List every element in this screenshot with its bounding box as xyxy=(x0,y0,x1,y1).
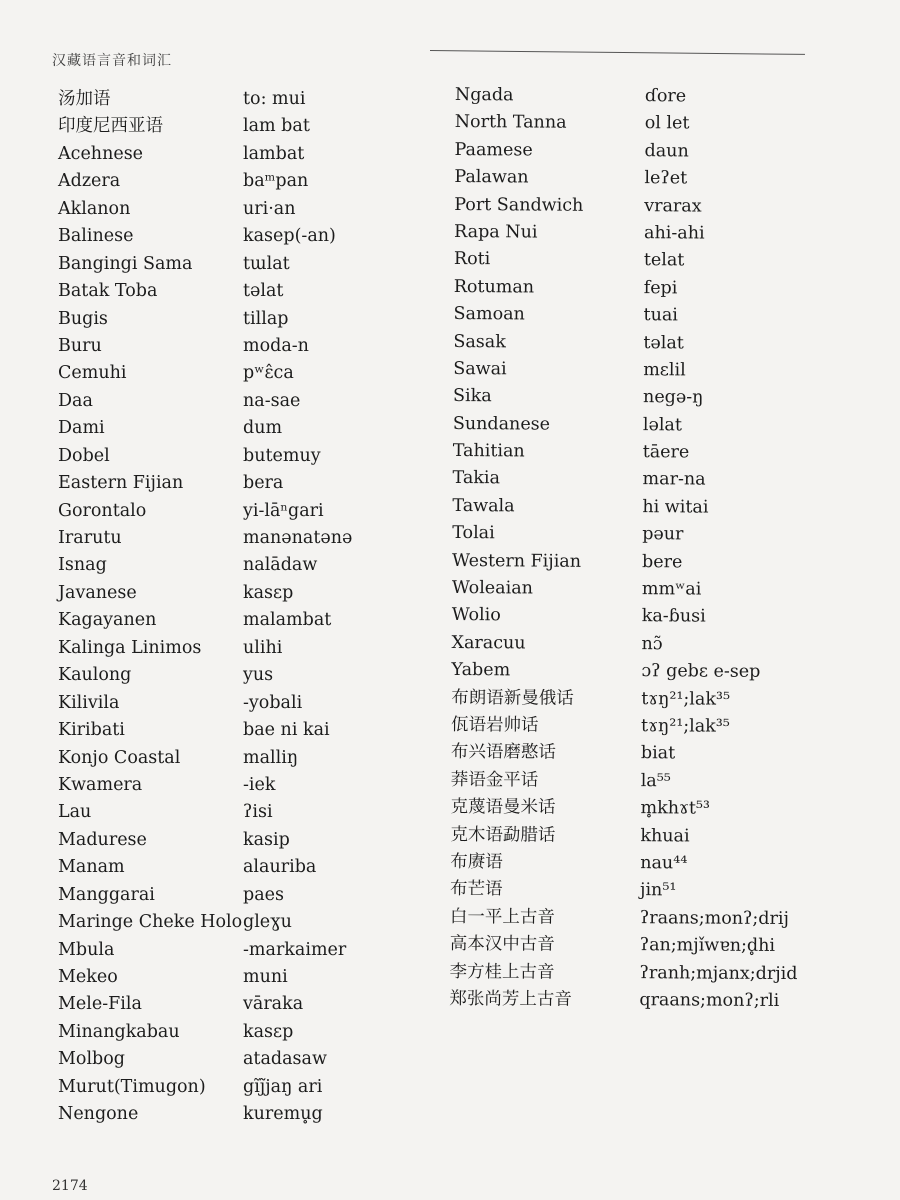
word-entry xyxy=(58,1046,438,1073)
word-entry xyxy=(58,251,438,278)
language-name: Balinese xyxy=(58,226,134,247)
language-name: Acehnese xyxy=(58,143,144,164)
word-form: daun xyxy=(644,140,689,162)
word-form: lambat xyxy=(243,143,305,164)
language-name: Isnag xyxy=(58,555,107,576)
language-name: Port Sandwich xyxy=(454,194,584,216)
language-name: Kiribati xyxy=(58,720,125,741)
word-form: tɤŋ²¹;lak³⁵ xyxy=(641,688,731,710)
word-form: gleɣu xyxy=(243,912,292,933)
word-form: nau⁴⁴ xyxy=(640,853,688,874)
word-form: to: mui xyxy=(243,89,306,109)
language-name: Manggarai xyxy=(58,884,155,905)
word-form: tāere xyxy=(642,442,690,463)
word-entry xyxy=(454,137,874,167)
header-rule xyxy=(430,50,805,55)
word-entry xyxy=(453,329,873,359)
word-form: ahi-ahi xyxy=(644,223,705,244)
language-name: Javanese xyxy=(58,582,137,603)
language-name: Molbog xyxy=(58,1049,125,1070)
word-entry xyxy=(58,662,438,689)
language-name: Roti xyxy=(453,249,491,270)
word-entry xyxy=(58,388,438,415)
word-form: bae ni kai xyxy=(243,720,330,741)
word-entry xyxy=(58,964,438,991)
word-entry xyxy=(58,360,438,387)
language-name: 克木语勐腊话 xyxy=(450,824,556,846)
word-entry xyxy=(58,196,438,223)
language-name: 布赓语 xyxy=(450,851,503,873)
language-name: Bangingi Sama xyxy=(58,253,193,274)
word-entry xyxy=(450,849,870,879)
word-entry xyxy=(454,246,874,276)
word-entry xyxy=(58,1101,438,1128)
word-form: ləlat xyxy=(642,414,683,436)
word-entry xyxy=(58,525,438,552)
word-entry xyxy=(58,1074,438,1101)
language-name: Lau xyxy=(58,802,92,823)
language-name: Manam xyxy=(58,857,125,878)
word-entry xyxy=(455,82,875,112)
language-name: Minangkabau xyxy=(58,1021,180,1042)
word-form: malambat xyxy=(243,610,332,631)
language-name: Woleaian xyxy=(451,578,533,599)
language-name: Western Fijian xyxy=(452,550,582,572)
word-entry xyxy=(58,333,438,360)
word-form: la⁵⁵ xyxy=(640,770,671,792)
language-name: Paamese xyxy=(454,139,533,161)
word-form: fepi xyxy=(643,277,678,299)
running-header: 汉藏语言音和词汇 xyxy=(52,53,172,69)
language-name: Aklanon xyxy=(58,198,131,219)
word-form: biat xyxy=(640,743,676,764)
language-name: Yabem xyxy=(451,660,511,681)
word-form: kasip xyxy=(243,829,290,850)
language-name: Mele-Fila xyxy=(58,994,142,1015)
word-form: lam bat xyxy=(243,116,310,137)
word-entry xyxy=(58,690,438,717)
word-entry xyxy=(58,991,438,1018)
word-entry xyxy=(58,141,438,168)
language-name: 布朗语新曼俄话 xyxy=(451,687,574,709)
right-column xyxy=(449,82,875,1016)
language-name: Kagayanen xyxy=(58,610,157,631)
word-form: -iek xyxy=(243,774,276,795)
language-name: Xaracuu xyxy=(451,632,526,654)
language-name: Madurese xyxy=(58,829,147,850)
word-entry xyxy=(58,745,438,772)
word-entry xyxy=(452,602,872,632)
word-form: mmʷai xyxy=(641,579,702,600)
word-entry xyxy=(451,739,871,769)
language-name: Wolio xyxy=(451,605,501,626)
word-form: pəur xyxy=(642,524,684,545)
word-form: vrarax xyxy=(644,195,702,217)
language-name: 克蔑语曼米话 xyxy=(450,797,556,818)
language-name: 莽语金平话 xyxy=(450,769,539,791)
word-form: yi-lāⁿgari xyxy=(243,500,324,521)
word-entry xyxy=(58,168,438,195)
word-entry xyxy=(58,909,438,936)
word-form: jin⁵¹ xyxy=(640,880,677,901)
page-number: 2174 xyxy=(52,1178,88,1194)
word-entry xyxy=(453,383,873,413)
language-name: Batak Toba xyxy=(58,281,158,302)
language-name: Ngada xyxy=(454,84,514,106)
language-name: Tawala xyxy=(452,495,515,517)
language-name: Maringe Cheke Holo xyxy=(58,912,243,933)
word-form: təlat xyxy=(243,281,284,302)
language-name: Samoan xyxy=(453,304,525,325)
word-entry xyxy=(58,113,438,140)
word-entry xyxy=(454,219,874,249)
word-form: kasɛp xyxy=(243,582,294,603)
word-form: m̥khɤt⁵³ xyxy=(640,798,711,819)
language-name: Gorontalo xyxy=(58,500,147,521)
word-entry xyxy=(453,356,873,386)
language-name: 白一平上古音 xyxy=(449,906,555,928)
language-name: Adzera xyxy=(58,171,121,192)
language-name: 高本汉中古音 xyxy=(449,934,555,955)
word-entry xyxy=(58,470,438,497)
language-name: Kilivila xyxy=(58,692,120,713)
word-form: khuai xyxy=(640,825,690,846)
word-form: vāraka xyxy=(243,994,304,1015)
language-name: Sawai xyxy=(453,358,507,380)
language-name: 郑张尚芳上古音 xyxy=(449,988,572,1010)
word-entry xyxy=(452,520,872,550)
language-name: Tahitian xyxy=(452,441,525,462)
word-entry xyxy=(58,278,438,305)
word-form: ɗore xyxy=(644,86,687,107)
language-name: 李方桂上古音 xyxy=(449,961,555,983)
word-form: telat xyxy=(643,250,685,271)
language-name: Bugis xyxy=(58,308,108,329)
word-form: qraans;monʔ;rli xyxy=(639,990,780,1011)
word-entry xyxy=(451,767,871,797)
language-name: 汤加语 xyxy=(58,89,111,109)
word-entry xyxy=(451,712,871,742)
language-name: Nengone xyxy=(58,1104,139,1125)
word-entry xyxy=(453,411,873,441)
language-name: Takia xyxy=(452,468,501,489)
language-name: Dobel xyxy=(58,445,110,466)
word-form: muni xyxy=(243,967,288,987)
word-entry xyxy=(449,986,869,1016)
language-name: Rotuman xyxy=(453,276,535,298)
word-form: -yobali xyxy=(243,692,303,713)
word-entry xyxy=(454,192,874,222)
word-form: tɯlat xyxy=(243,253,290,274)
language-name: 印度尼西亚语 xyxy=(58,116,163,137)
word-form: butemuy xyxy=(243,445,321,466)
word-entry xyxy=(451,630,871,660)
language-name: Buru xyxy=(58,335,102,356)
word-form: ʔranh;mjanx;drjid xyxy=(639,962,798,984)
word-form: manənatənə xyxy=(243,528,353,548)
language-name: Dami xyxy=(58,418,105,439)
word-form: yus xyxy=(243,665,274,686)
word-form: tillap xyxy=(243,308,289,329)
word-form: kasɛp xyxy=(243,1021,294,1042)
word-form: moda-n xyxy=(243,335,309,356)
language-name: Kaulong xyxy=(58,665,132,686)
word-form: ɔʔ gebɛ e-sep xyxy=(641,661,761,683)
word-form: atadasaw xyxy=(243,1049,327,1070)
word-entry xyxy=(454,274,874,304)
word-form: kuremu̥g xyxy=(243,1104,323,1125)
word-entry xyxy=(58,1019,438,1046)
word-entry xyxy=(58,882,438,909)
word-entry xyxy=(58,772,438,799)
word-entry xyxy=(58,86,438,113)
word-form: ulihi xyxy=(243,637,283,658)
word-entry xyxy=(450,822,870,852)
word-entry xyxy=(453,438,873,468)
word-entry xyxy=(451,657,871,687)
word-form: negə-ŋ xyxy=(643,387,704,408)
word-form: -markaimer xyxy=(243,939,347,960)
word-entry xyxy=(58,854,438,881)
language-name: Eastern Fijian xyxy=(58,473,184,494)
language-name: Mekeo xyxy=(58,967,118,987)
word-form: ol let xyxy=(644,113,690,134)
language-name: Sundanese xyxy=(452,413,551,435)
language-name: Daa xyxy=(58,390,93,411)
word-entry xyxy=(450,876,870,906)
word-form: nalādaw xyxy=(243,555,318,576)
language-name: Konjo Coastal xyxy=(58,747,181,768)
word-form: na-sae xyxy=(243,390,301,411)
language-name: 布芒语 xyxy=(450,879,503,900)
word-form: mar-na xyxy=(642,469,706,491)
word-entry xyxy=(453,301,873,331)
word-form: kasep(-an) xyxy=(243,226,336,247)
word-entry xyxy=(455,109,875,139)
word-form: mɛlil xyxy=(643,360,686,381)
language-name: Kwamera xyxy=(58,774,143,795)
word-entry xyxy=(450,794,870,824)
word-form: dum xyxy=(243,418,283,439)
language-name: Cemuhi xyxy=(58,363,127,384)
language-name: Kalinga Linimos xyxy=(58,637,202,658)
word-entry xyxy=(58,827,438,854)
language-name: Sika xyxy=(453,386,492,407)
word-entry xyxy=(58,415,438,442)
word-entry xyxy=(58,443,438,470)
word-form: bera xyxy=(243,473,284,494)
language-name: 佤语岩帅话 xyxy=(451,714,539,736)
word-entry xyxy=(452,575,872,605)
word-entry xyxy=(58,552,438,579)
word-form: alauriba xyxy=(243,857,317,878)
language-name: Mbula xyxy=(58,939,115,960)
language-name: Sasak xyxy=(453,331,506,352)
word-form: təlat xyxy=(643,332,684,353)
word-entry xyxy=(452,493,872,523)
word-form: baᵐpan xyxy=(243,171,309,192)
word-form: pʷɛ̂ca xyxy=(243,363,294,384)
word-entry xyxy=(58,717,438,744)
language-name: North Tanna xyxy=(454,112,567,134)
word-form: bere xyxy=(642,551,683,573)
word-entry xyxy=(58,498,438,525)
language-name: Palawan xyxy=(454,167,529,188)
word-form: ʔraans;monʔ;drij xyxy=(639,907,790,929)
word-entry xyxy=(449,958,869,988)
word-form: ka-ɓusi xyxy=(641,606,706,627)
word-entry xyxy=(452,548,872,578)
word-form: paes xyxy=(243,884,284,905)
word-form: gĩj̃jaŋ ari xyxy=(243,1076,323,1097)
word-form: nɔ̃ xyxy=(641,633,663,655)
word-entry xyxy=(58,223,438,250)
word-entry xyxy=(58,635,438,662)
word-entry xyxy=(450,931,870,961)
word-form: tuai xyxy=(643,305,678,326)
left-column xyxy=(58,86,438,1129)
word-form: ʔisi xyxy=(243,802,273,823)
word-entry xyxy=(58,607,438,634)
word-entry xyxy=(58,580,438,607)
language-name: Murut(Timugon) xyxy=(58,1076,206,1097)
word-entry xyxy=(454,164,874,194)
word-entry xyxy=(58,937,438,964)
word-entry xyxy=(450,904,870,934)
word-entry xyxy=(58,306,438,333)
language-name: Rapa Nui xyxy=(454,221,538,243)
word-form: uri·an xyxy=(243,198,296,219)
word-form: malliŋ xyxy=(243,747,299,768)
word-entry xyxy=(451,685,871,715)
word-form: hi witai xyxy=(642,497,709,518)
word-entry xyxy=(58,799,438,826)
word-form: ʔan;mjǐwɐn;d̥hi xyxy=(639,935,776,957)
language-name: Irarutu xyxy=(58,528,122,548)
language-name: Tolai xyxy=(452,523,495,544)
word-form: tɤŋ²¹;lak³⁵ xyxy=(641,716,730,737)
word-form: leʔet xyxy=(644,168,688,189)
language-name: 布兴语磨憨话 xyxy=(450,742,556,764)
word-entry xyxy=(452,465,872,495)
